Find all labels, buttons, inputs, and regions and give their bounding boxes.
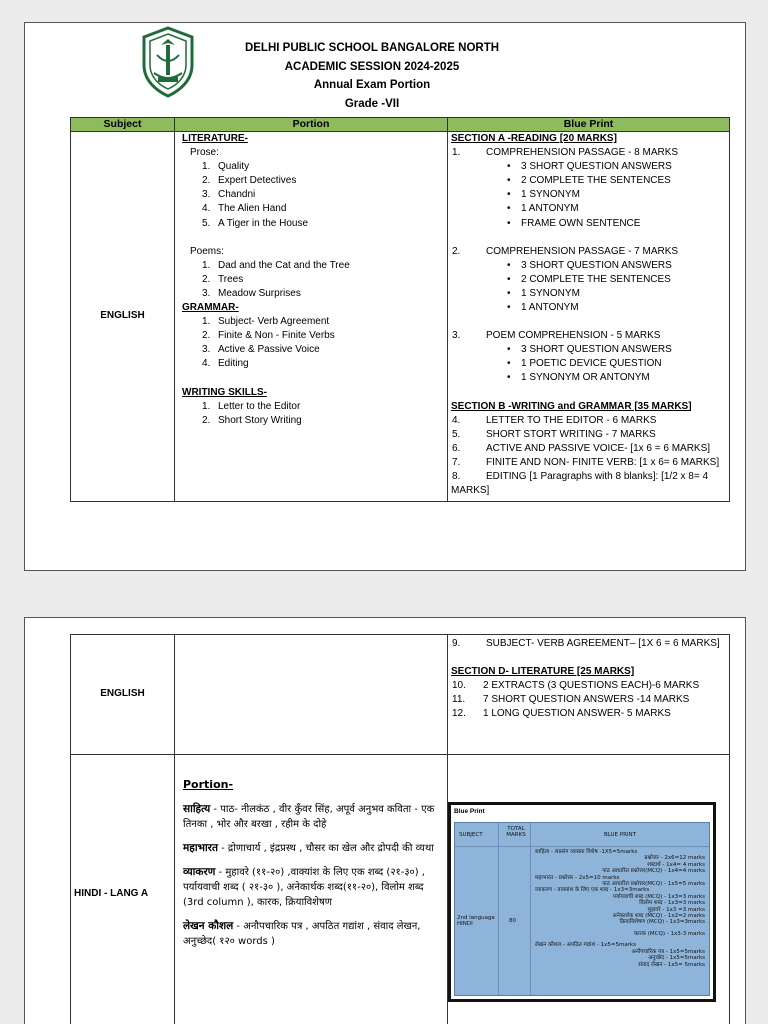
school-name: DELHI PUBLIC SCHOOL BANGALORE NORTH — [244, 42, 500, 54]
lekhan-paragraph: लेखन कौशल - अनौपचारिक पत्र , अपठित गद्यांश , संवाद लेखन, अनुच्छेद( १२० words ) — [183, 920, 421, 947]
bp-item-6: 6. ACTIVE AND PASSIVE VOICE- [1x 6 = 6 MARKS] — [452, 442, 711, 454]
list-item: 1. Dad and the Cat and the Tree — [202, 259, 350, 271]
bp-image-title: Blue Print — [454, 808, 485, 815]
bp-image-line: क्रियाविशेषण (MCQ) - 1x3=3marks — [619, 919, 705, 926]
list-item: 3. Chandni — [202, 189, 256, 201]
bp-image-line: कारक (MCQ) - 1x3-3 marks — [633, 930, 705, 937]
mahabharat-paragraph: महाभारत - द्रोणाचार्य , इंद्रप्रस्थ , चौसर का खेल और द्रोपदी की व्यथा — [183, 842, 434, 854]
bp-item-8: 8. EDITING [1 Paragraphs with 8 blanks]: [1/2 x 8= 4 — [452, 470, 709, 482]
list-item: • 3 SHORT QUESTION ANSWERS — [451, 343, 729, 357]
list-item: 5. A Tiger in the House — [202, 217, 309, 229]
writing-heading: WRITING SKILLS- — [182, 386, 267, 398]
subject-english: ENGLISH — [71, 132, 175, 502]
list-item: • 1 SYNONYM — [451, 188, 729, 202]
bp-item-11: 11. 7 SHORT QUESTION ANSWERS -14 MARKS — [452, 694, 690, 706]
english-portion — [175, 132, 448, 502]
bp-image-line: विलोम शब्द - 1x3=3 marks — [639, 900, 705, 907]
poems-label: Poems: — [190, 245, 224, 257]
list-item: • 1 SYNONYM OR ANTONYM — [451, 371, 729, 385]
grammar-list — [182, 315, 447, 371]
bp-item-2-list — [451, 259, 729, 315]
section-b-heading: SECTION B -WRITING and GRAMMAR [35 MARKS] — [451, 400, 692, 412]
bp-image-line: पाठ आधारित प्रश्नोत्तर(MCQ) - 1x5=5 marks — [602, 881, 705, 888]
list-item: 1. Subject- Verb Agreement — [202, 316, 330, 328]
list-item: • 3 SHORT QUESTION ANSWERS — [451, 259, 729, 273]
list-item: • 1 SYNONYM — [451, 287, 729, 301]
bp-item-1: 1. COMPREHENSION PASSAGE - 8 MARKS — [452, 147, 679, 159]
vyakaran-label: व्याकरण — [183, 866, 216, 878]
bp-image-line: संवाद लेखन - 1x5= 5marks — [638, 961, 705, 968]
bp-item-12: 12. 1 LONG QUESTION ANSWER- 5 MARKS — [452, 708, 671, 720]
bp-image-line: प्रश्नोत्तर - 2x6=12 marks — [644, 855, 705, 862]
list-item: • 1 ANTONYM — [451, 202, 729, 216]
bp-image-col-bp: BLUE PRINT — [603, 832, 637, 838]
section-a-heading: SECTION A -READING [20 MARKS] — [451, 133, 617, 144]
mahabharat-label: महाभारत — [183, 842, 218, 854]
bp-image-col-total: TOTAL MARKS — [506, 826, 526, 839]
bp-image-line: अनेकार्थक शब्द (MCQ) - 1x2=2 marks — [612, 913, 705, 920]
exam-title: Annual Exam Portion — [313, 79, 431, 91]
col-header-subject: Subject — [71, 118, 175, 132]
portion-table-page1 — [70, 117, 730, 502]
bp-image-table — [454, 822, 710, 996]
bp-item-9: 9. SUBJECT- VERB AGREEMENT– [1X 6 = 6 MARKS] — [452, 638, 720, 649]
list-item: 2. Short Story Writing — [202, 414, 302, 426]
bp-image-line: अनौपचारिक पत्र - 1x5=5marks — [631, 948, 705, 955]
grammar-heading: GRAMMAR- — [182, 302, 239, 314]
bp-item-8-continued: MARKS] — [451, 485, 490, 497]
col-header-blueprint: Blue Print — [448, 118, 730, 132]
bp-image-line: साहित्य - सप्रसंग व्याख्या विशेष -1X5=5marks — [535, 849, 638, 855]
bp-item-4: 4. LETTER TO THE EDITOR - 6 MARKS — [452, 414, 657, 426]
list-item: • FRAME OWN SENTENCE — [451, 217, 729, 231]
bp-item-1-list — [451, 160, 729, 230]
bp-image-line: मुहावरे - 1x3 =3 marks — [647, 906, 705, 913]
list-item: • 1 POETIC DEVICE QUESTION — [451, 357, 729, 371]
english-portion-continued — [175, 635, 448, 755]
bp-image-col-subject: SUBJECT — [459, 832, 483, 838]
academic-session: ACADEMIC SESSION 2024-2025 — [284, 60, 460, 73]
list-item: 2. Trees — [202, 273, 244, 285]
bp-image-line: व्याकरण - वाक्यांश के लिए एक शब्द - 1x3=3marks — [535, 887, 650, 894]
list-item: 4. The Alien Hand — [202, 203, 287, 215]
sahitya-label: साहित्य — [183, 803, 211, 815]
hindi-blueprint-image — [448, 802, 716, 1002]
list-item: 1. Letter to the Editor — [202, 400, 301, 412]
grade-label: Grade -VII — [344, 97, 400, 110]
list-item: • 2 COMPLETE THE SENTENCES — [451, 174, 729, 188]
vyakaran-paragraph: व्याकरण - मुहावरे (११-२०) ,वाक्यांश के लिए एक शब्द (२१-३०) , पर्यायवाची शब्द ( २१-३० ), अनेकार्थक शब्द(११-२०), विलोम शब्द (3rd column ), कारक, क्रियाविशेषण — [183, 866, 425, 908]
section-d-heading: SECTION D- LITERATURE [25 MARKS] — [451, 666, 635, 678]
poems-list — [182, 259, 447, 301]
col-header-portion: Portion — [175, 118, 448, 132]
list-item: 4. Editing — [202, 358, 249, 370]
bp-item-5: 5. SHORT STORT WRITING - 7 MARKS — [452, 428, 656, 440]
writing-list — [182, 400, 447, 428]
bp-item-7: 7. FINITE AND NON- FINITE VERB: [1 x 6= 6 MARKS] — [452, 456, 720, 468]
lekhan-label: लेखन कौशल — [183, 920, 234, 932]
hindi-portion — [175, 755, 448, 1024]
english-blueprint-continued — [448, 635, 730, 755]
bp-image-line: पर्यायवाची शब्द (MCQ) - 1x3=3 marks — [612, 893, 705, 900]
page-header — [212, 39, 532, 113]
bp-item-10: 10. 2 EXTRACTS (3 QUESTIONS EACH)-6 MARKS — [452, 680, 700, 692]
bp-item-3-list — [451, 343, 729, 385]
list-item: 1. Quality — [202, 161, 250, 173]
bp-image-line: शब्दार्थ - 1x4= 4 marks — [647, 861, 705, 868]
list-item: 2. Expert Detectives — [202, 175, 297, 187]
bp-image-subject: 2nd language HINDI — [457, 915, 495, 928]
subject-english-continued: ENGLISH — [71, 635, 175, 755]
literature-heading: LITERATURE- — [182, 133, 248, 144]
subject-hindi: HINDI - LANG A — [71, 755, 175, 1024]
bp-image-total: 80 — [509, 918, 516, 924]
list-item: 3. Meadow Surprises — [202, 287, 301, 299]
bp-image-line: महाभारत - प्रश्नोत्तर - 2x5=10 marks — [535, 874, 620, 881]
list-item: 3. Active & Passive Voice — [202, 344, 320, 356]
list-item: • 3 SHORT QUESTION ANSWERS — [451, 160, 729, 174]
english-blueprint — [448, 132, 730, 502]
sahitya-paragraph: साहित्य - पाठ- नीलकंठ , वीर कुँवर सिंह, अपूर्व अनुभव कविता - एक तिनका , भोर और बरखा , रहीम के दोहे — [183, 803, 435, 830]
list-item: • 1 ANTONYM — [451, 301, 729, 315]
prose-label: Prose: — [190, 147, 219, 159]
bp-item-2: 2. COMPREHENSION PASSAGE - 7 MARKS — [452, 245, 679, 257]
school-logo — [139, 25, 197, 99]
bp-image-line: अनुच्छेद - 1x5=5marks — [648, 955, 705, 962]
prose-list — [182, 160, 447, 230]
hindi-portion-heading: Portion- — [183, 778, 234, 791]
list-item: • 2 COMPLETE THE SENTENCES — [451, 273, 729, 287]
bp-image-lines — [535, 849, 705, 968]
bp-item-3: 3. POEM COMPREHENSION - 5 MARKS — [452, 330, 661, 342]
bp-image-line: लेखन कौशल - अपठित गद्यांश - 1x5=5marks — [535, 942, 637, 949]
bp-image-line: पाठ आधारित प्रश्नोत्तर(MCQ) - 1x4=4 marks — [602, 868, 705, 875]
list-item: 2. Finite & Non - Finite Verbs — [202, 330, 335, 342]
